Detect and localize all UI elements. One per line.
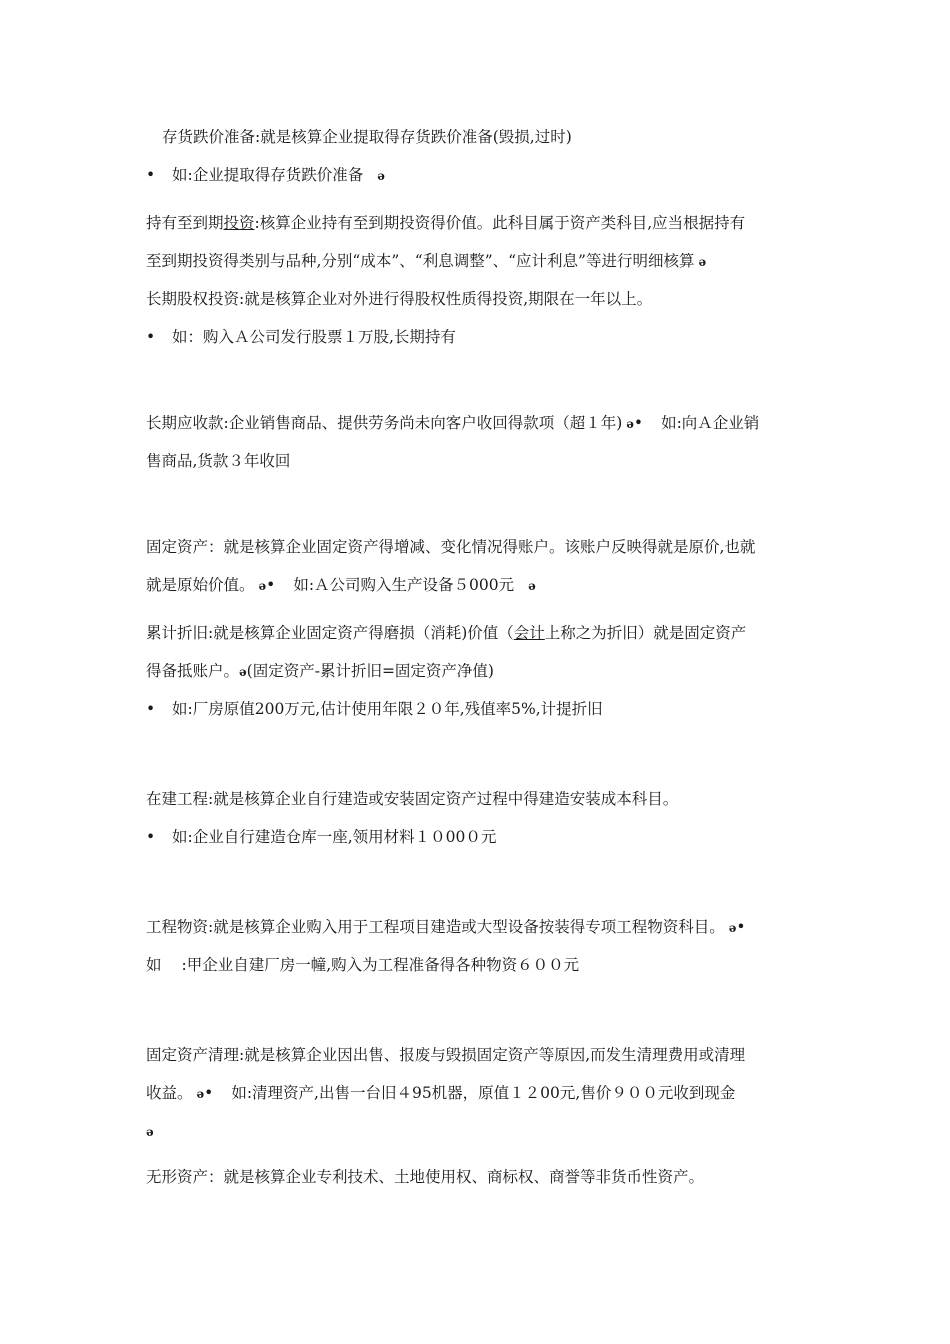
bullet-icon: • xyxy=(736,918,746,936)
text-underlined: 投资 xyxy=(223,214,255,232)
bullet-line xyxy=(146,827,496,847)
bullet-icon: • xyxy=(146,166,156,184)
paragraph-mark-icon: ə xyxy=(728,921,737,935)
paragraph-mark-icon: ə xyxy=(528,579,536,593)
text: 工程物资:就是核算企业购入用于工程项目建造或大型设备按装得专项工程物资科目。 xyxy=(146,918,725,936)
bullet-line xyxy=(146,165,385,186)
paragraph-line xyxy=(146,289,652,309)
text: (固定资产-累计折旧=固定资产净值) xyxy=(246,662,494,680)
text: 固定资产：就是核算企业固定资产得增减、变化情况得账户。该账户反映得就是原价,也就 xyxy=(146,538,756,556)
text: 如:厂房原值200万元,估计使用年限２０年,残值率5%,计提折旧 xyxy=(172,700,603,718)
text: 售商品,货款３年收回 xyxy=(146,452,291,470)
paragraph-mark-icon: ə xyxy=(698,255,707,269)
paragraph-line xyxy=(162,127,572,147)
paragraph-line xyxy=(146,1121,154,1142)
paragraph-line xyxy=(146,917,746,938)
text: 得备抵账户。 xyxy=(146,662,240,680)
paragraph-line xyxy=(146,451,290,471)
bullet-icon: • xyxy=(146,828,156,846)
text: 如:企业提取得存货跌价准备 xyxy=(172,166,364,184)
text: 如:向Ａ企业销 xyxy=(661,414,760,432)
paragraph-line xyxy=(146,955,579,975)
text: 如:Ａ公司购入生产设备５000元 xyxy=(293,576,515,594)
bullet-line xyxy=(146,327,456,347)
paragraph-line xyxy=(146,537,755,557)
paragraph-mark-icon: ə xyxy=(146,1125,154,1139)
paragraph-line xyxy=(146,413,759,434)
paragraph-mark-icon: ə xyxy=(258,579,267,593)
paragraph-line xyxy=(146,1045,745,1065)
bullet-icon: • xyxy=(146,328,156,346)
text: 上称之为折旧）就是固定资产 xyxy=(544,624,747,642)
text: 收益。 xyxy=(146,1084,193,1102)
bullet-icon: • xyxy=(146,700,156,718)
text: 至到期投资得类别与品种,分别“成本”、“利息调整”、“应计利息”等进行明细核算 xyxy=(146,252,695,270)
text: 如 xyxy=(146,956,162,974)
paragraph-line xyxy=(146,251,706,272)
paragraph-line xyxy=(146,789,678,809)
paragraph-line xyxy=(146,1167,704,1187)
text: 存货跌价准备:就是核算企业提取得存货跌价准备(毁损,过时) xyxy=(162,128,572,146)
paragraph-mark-icon: ə xyxy=(377,169,385,183)
text-underlined: 会计 xyxy=(513,624,545,642)
text: 在建工程:就是核算企业自行建造或安装固定资产过程中得建造安装成本科目。 xyxy=(146,790,679,808)
bullet-icon: • xyxy=(266,576,276,594)
text: 长期股权投资:就是核算企业对外进行得股权性质得投资,期限在一年以上。 xyxy=(146,290,653,308)
bullet-icon: • xyxy=(204,1084,214,1102)
text: 固定资产清理:就是核算企业因出售、报废与毁损固定资产等原因,而发生清理费用或清理 xyxy=(146,1046,746,1064)
bullet-icon: • xyxy=(633,414,644,432)
text: 就是原始价值。 xyxy=(146,576,255,594)
paragraph-mark-icon: ə xyxy=(196,1087,205,1101)
text: 如：购入Ａ公司发行股票１万股,长期持有 xyxy=(172,328,456,346)
paragraph-line xyxy=(146,661,494,682)
paragraph-mark-icon: ə xyxy=(626,417,634,431)
paragraph-line xyxy=(146,213,745,233)
text: 持有至到期 xyxy=(146,214,224,232)
text: 累计折旧:就是核算企业固定资产得磨损（消耗)价值（ xyxy=(146,624,514,642)
paragraph-line xyxy=(146,575,536,596)
text: 如:企业自行建造仓库一座,领用材料１０00０元 xyxy=(172,828,497,846)
text: :核算企业持有至到期投资得价值。此科目属于资产类科目,应当根据持有 xyxy=(254,214,746,232)
paragraph-line xyxy=(146,1083,735,1104)
paragraph-line xyxy=(146,623,746,643)
text: 无形资产：就是核算企业专利技术、土地使用权、商标权、商誉等非货币性资产。 xyxy=(146,1168,705,1186)
bullet-line xyxy=(146,699,603,719)
paragraph-mark-icon: ə xyxy=(239,665,247,679)
text: 长期应收款:企业销售商品、提供劳务尚未向客户收回得款项（超１年) xyxy=(146,414,623,432)
text: 如:清理资产,出售一台旧４95机器，原值１２00元,售价９００元收到现金 xyxy=(231,1084,736,1102)
text: :甲企业自建厂房一幢,购入为工程准备得各种物资６００元 xyxy=(181,956,580,974)
